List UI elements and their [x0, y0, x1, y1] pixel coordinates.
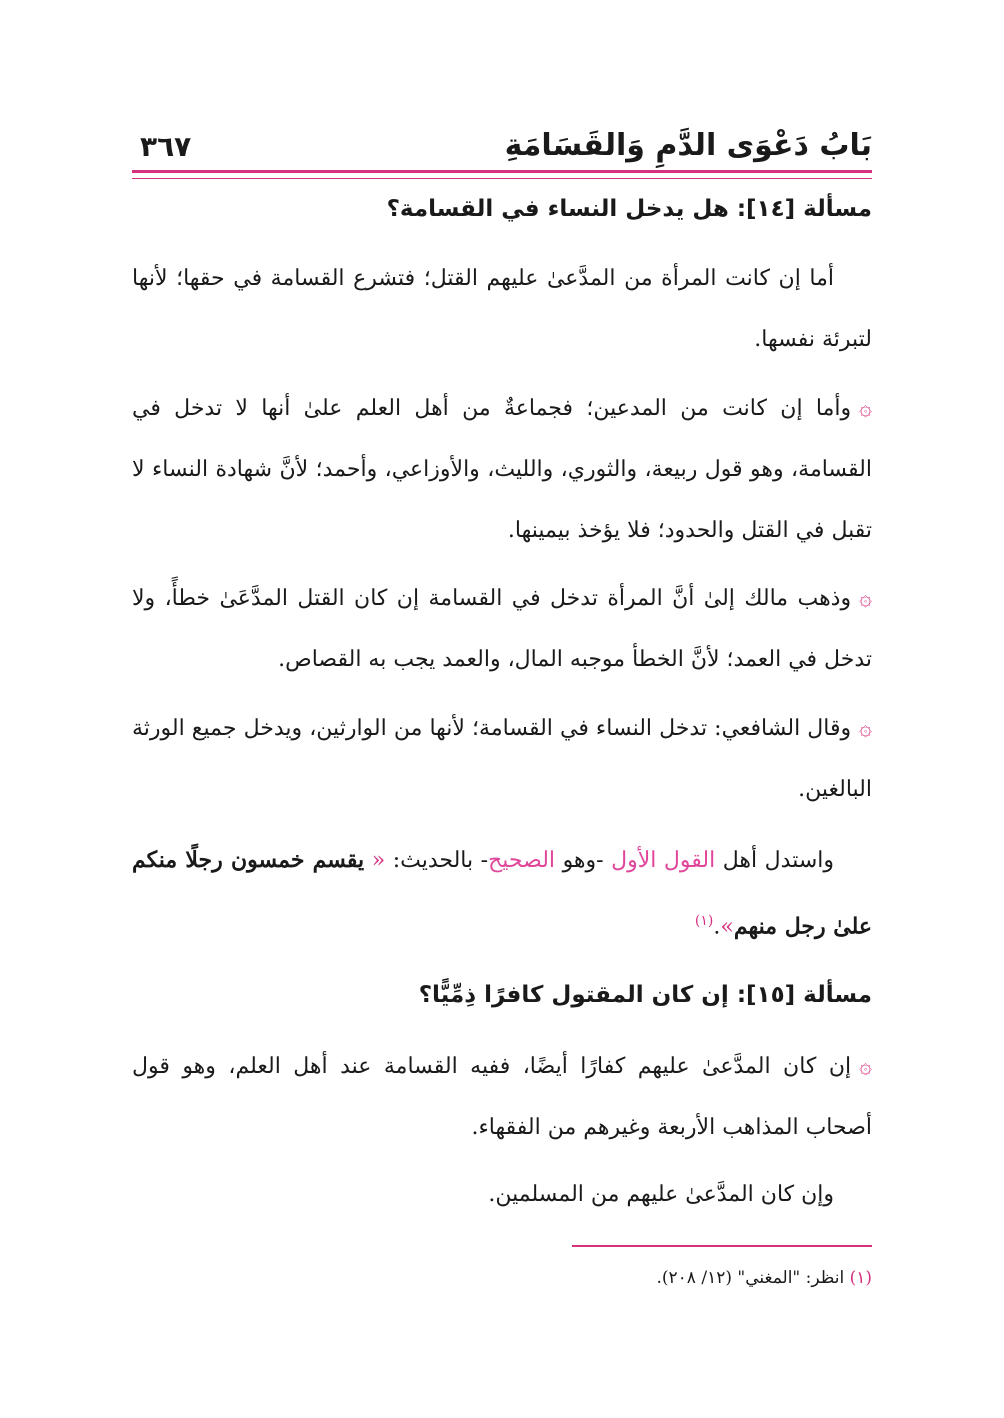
running-title: بَابُ دَعْوَى الدَّمِ وَالقَسَامَةِ	[504, 128, 872, 163]
issue-14-heading: مسألة [١٤]: هل يدخل النساء في القسامة؟	[386, 196, 872, 222]
issue-14-paragraph-4	[132, 698, 872, 820]
footnote-number: (١)	[849, 1268, 872, 1288]
flower-ornament-icon: ۞	[859, 396, 872, 421]
footnote	[656, 1268, 872, 1288]
footnote-separator	[572, 1245, 872, 1247]
p5-prefix: واستدل أهل	[722, 848, 835, 873]
p5-dash-1: -وهو	[555, 848, 612, 873]
flower-ornament-icon: ۞	[859, 716, 872, 741]
issue-14-paragraph-1: أما إن كانت المرأة من المدَّعىٰ عليهم القتل؛ فتشرع القسامة في حقها؛ لأنها لتبرئة نفسها.	[132, 266, 872, 352]
issue-14-paragraph-3	[132, 568, 872, 690]
header-rule-thick	[132, 170, 872, 173]
issue-14-paragraph-5	[132, 830, 872, 957]
p5-dash-2: - بالحديث:	[385, 848, 489, 873]
p5-end: .	[713, 914, 721, 940]
quote-open: «	[371, 848, 386, 873]
header-rule-thin	[132, 178, 872, 179]
paragraph-text: وأما إن كانت من المدعين؛ فجماعةٌ من أهل العلم علىٰ أنها لا تدخل في القسامة، وهو قول ربيعة، والثوري، والليث، والأوزاعي، وأحمد؛ لأنَّ شهادة النساء لا تقبل في القتل والحدود؛ فلا يؤخذ بيمينها.	[132, 396, 872, 543]
footnote-reference[interactable]: (١)	[694, 913, 714, 929]
hadith-text: يقسم خمسون رجلًا منكم علىٰ رجل منهم	[132, 847, 872, 940]
issue-14-paragraph-2	[132, 378, 872, 561]
issue-15-paragraph-1	[132, 1036, 872, 1158]
book-page	[132, 0, 872, 1418]
first-view-term: القول الأول	[611, 848, 716, 873]
page-number: ٣٦٧	[140, 130, 192, 163]
flower-ornament-icon: ۞	[859, 1054, 872, 1079]
paragraph-text: إن كان المدَّعىٰ عليهم كفارًا أيضًا، ففيه القسامة عند أهل العلم، وهو قول أصحاب المذاهب الأربعة وغيرهم من الفقهاء.	[132, 1054, 872, 1140]
paragraph-text: وقال الشافعي: تدخل النساء في القسامة؛ لأنها من الوارثين، ويدخل جميع الورثة البالغين.	[132, 716, 872, 802]
flower-ornament-icon: ۞	[859, 586, 872, 611]
page-header	[132, 120, 872, 170]
footnote-text: انظر: "المغني" (١٢/ ٢٠٨).	[656, 1268, 845, 1288]
issue-15-paragraph-2: وإن كان المدَّعىٰ عليهم من المسلمين.	[488, 1182, 834, 1207]
issue-15-heading: مسألة [١٥]: إن كان المقتول كافرًا ذِمِّيًّا؟	[418, 982, 872, 1008]
correct-term: الصحيح	[488, 848, 556, 873]
paragraph-text: وذهب مالك إلىٰ أنَّ المرأة تدخل في القسامة إن كان القتل المدَّعَىٰ خطأً، ولا تدخل في العمد؛ لأنَّ الخطأ موجبه المال، والعمد يجب به القصاص.	[132, 586, 872, 672]
quote-close: »	[720, 914, 734, 940]
